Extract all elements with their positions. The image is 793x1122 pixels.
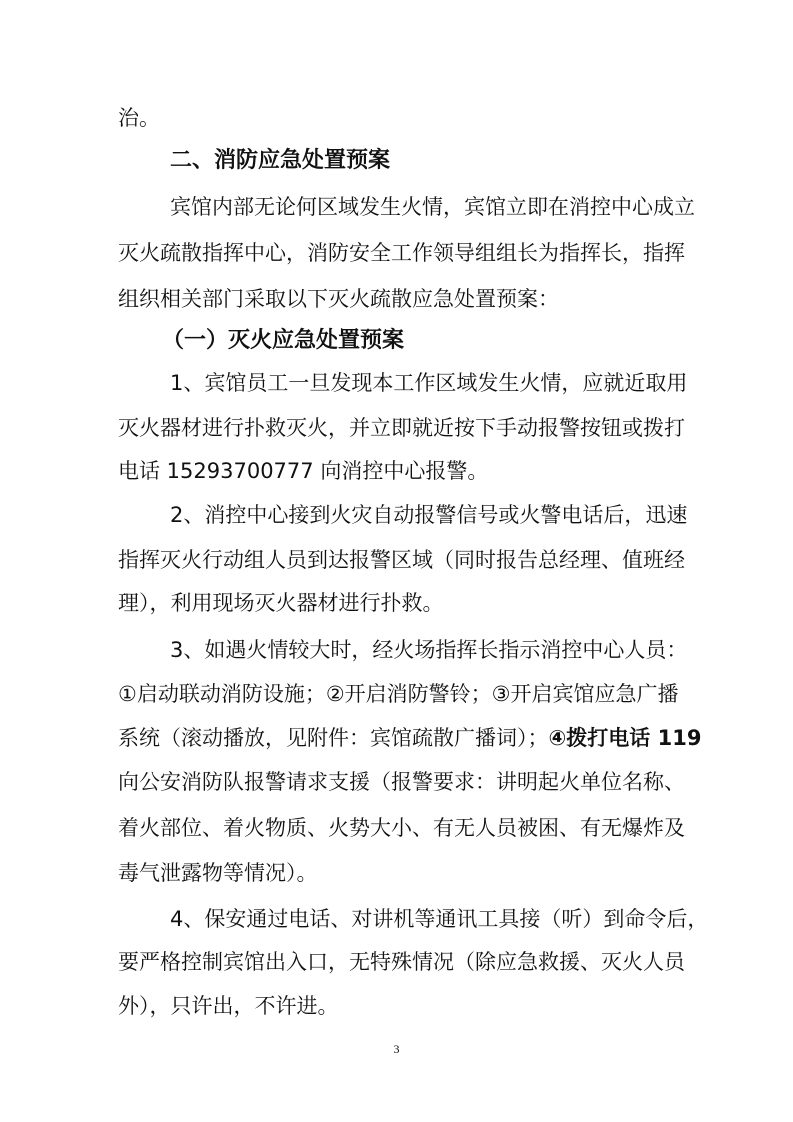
- body-text-line: 灭火器材进行扑救灭火，并立即就近按下手动报警按钮或拨打: [118, 416, 685, 440]
- body-text-line: 向公安消防队报警请求支援（报警要求：讲明起火单位名称、: [118, 770, 685, 794]
- body-text-line: 治。: [118, 106, 160, 130]
- body-text-line: 组织相关部门采取以下灭火疏散应急处置预案：: [118, 287, 559, 311]
- body-text-line: 2、消控中心接到火灾自动报警信号或火警电话后，迅速: [170, 503, 688, 527]
- body-text-line: 电话 15293700777 向消控中心报警。: [118, 459, 489, 483]
- body-text-line: 灭火疏散指挥中心，消防安全工作领导组组长为指挥长，指挥: [118, 241, 685, 265]
- body-text-line: 1、宾馆员工一旦发现本工作区域发生火情，应就近取用: [170, 371, 688, 395]
- body-text-line: 3、如遇火情较大时，经火场指挥长指示消控中心人员：: [170, 638, 688, 662]
- body-text-segment: 系统（滚动播放，见附件：宾馆疏散广播词）；: [118, 726, 549, 750]
- body-text-line: ①启动联动消防设施；②开启消防警铃；③开启宾馆应急广播: [118, 682, 679, 706]
- page-number: 3: [393, 1042, 400, 1056]
- bold-text-segment: ④拨打电话 119: [548, 726, 702, 750]
- body-text-line: 4、保安通过电话、对讲机等通讯工具接（听）到命令后，: [170, 907, 709, 931]
- subsection-heading: （一）灭火应急处置预案: [162, 328, 405, 353]
- body-text-line: 宾馆内部无论何区域发生火情，宾馆立即在消控中心成立: [170, 195, 695, 219]
- body-text-line: 要严格控制宾馆出入口，无特殊情况（除应急救援、灭火人员: [118, 950, 685, 974]
- body-text-line: 外），只许出，不许进。: [118, 994, 339, 1018]
- body-text-line: 毒气泄露物等情况）。: [118, 861, 318, 885]
- body-text-line: 指挥灭火行动组人员到达报警区域（同时报告总经理、值班经: [118, 548, 685, 572]
- body-text-line: 着火部位、着火物质、火势大小、有无人员被困、有无爆炸及: [118, 816, 685, 840]
- body-text-line: [118, 724, 702, 752]
- body-text-line: 理），利用现场灭火器材进行扑救。: [118, 591, 444, 615]
- section-heading: 二、消防应急处置预案: [170, 148, 391, 173]
